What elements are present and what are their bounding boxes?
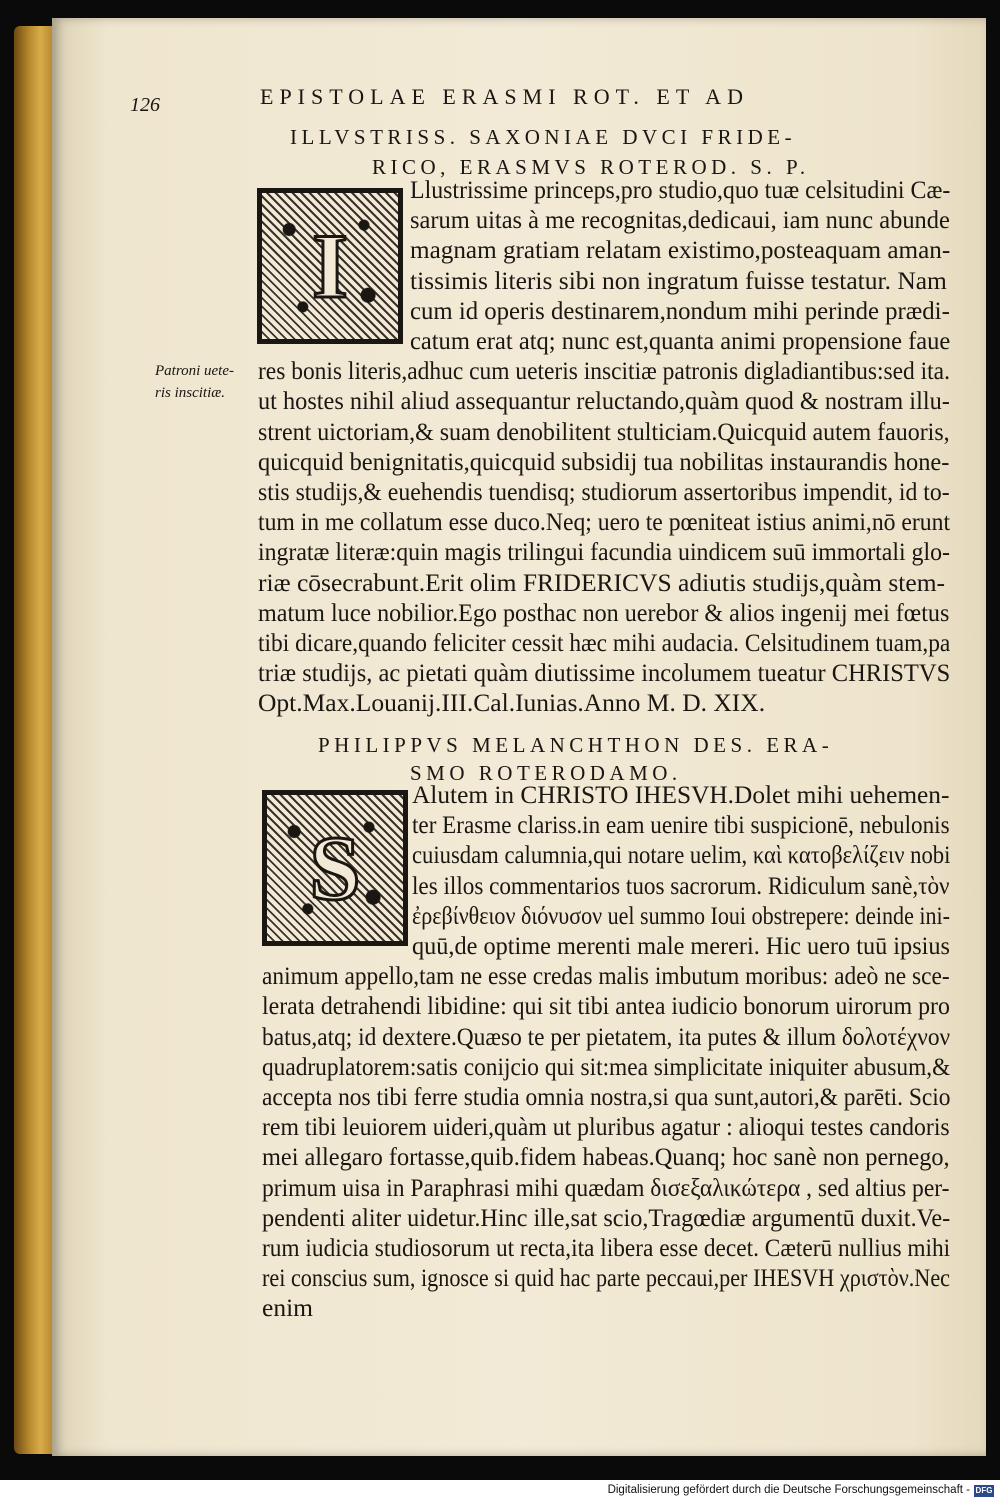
letter1-body-line: sarum uitas à me recognitas,dedicaui, iam nunc abunde <box>410 205 950 235</box>
letter2-body-line: lerata detrahendi libidine: qui sit tibi antea iudicio bonorum uirorum pro <box>262 991 950 1021</box>
letter2-body-line: cuiusdam calumnia,qui notare uelim, καὶ κατοβελίζειν nobi <box>412 840 951 870</box>
letter2-body-line: accepta nos tibi ferre studia omnia nostra,si qua sunt,autori,& parēti. Scio <box>262 1082 951 1111</box>
footer-credit: Digitalisierung gefördert durch die Deutsche Forschungsgemeinschaft - <box>607 1484 970 1496</box>
letter1-body-line: ut hostes nihil aliud assequantur reluctando,quàm quod & nostram illu- <box>258 386 950 416</box>
letter1-body-line: Llustrissime princeps,pro studio,quo tuæ celsitudini Cæ- <box>410 175 951 204</box>
letter2-body-line: enim <box>262 1293 313 1323</box>
letter1-body-line: tissimis literis sibi non ingratum fuisse testatur. Nam <box>410 265 947 295</box>
letter2-body-line: primum uisa in Paraphrasi mihi quædam δισεξαλικώτερα , sed altius per- <box>262 1172 950 1202</box>
letter2-body-line: Alutem in CHRISTO IHESVH.Dolet mihi uehemen- <box>412 780 950 809</box>
letter1-body-line: tibi dicare,quando feliciter cessit hæc mihi audacia. Celsitudinem tuam,pa <box>258 628 951 657</box>
letter1-heading-line2: RICO, ERASMVS ROTEROD. S. P. <box>372 155 810 179</box>
decorated-initial-i <box>257 188 403 344</box>
letter2-body-line: quū,de optime merenti male mereri. Hic uero tuū ipsius <box>412 931 950 960</box>
initial-letter-i: I <box>312 215 348 317</box>
letter2-body-line: rei conscius sum, ignosce si quid hac parte peccaui,per IHESVH χριστὸν.Nec <box>262 1263 951 1293</box>
marginal-note-line2: ris inscitiæ. <box>155 385 226 401</box>
letter2-body-line: ter Erasme clariss.in eam uenire tibi suspicionē, nebulonis <box>412 810 950 840</box>
letter1-body-line: catum erat atq; nunc est,quanta animi propensione faue <box>410 326 951 355</box>
letter2-body-line: quadruplatorem:satis conijcio qui sit:mea simplicitate iniquiter abusum,& <box>262 1051 951 1081</box>
letter2-body-line: mei allegaro fortasse,quib.fidem habeas.Quanq; hoc sanè non pernego, <box>262 1142 950 1172</box>
letter1-body-line: matum luce nobilior.Ego posthac non uerebor & alios ingenij mei fœtus <box>258 597 950 627</box>
dfg-logo: DFG <box>975 1486 993 1495</box>
letter2-body-line: rem tibi leuiorem uideri,quàm ut pluribus agatur : alioqui testes candoris <box>262 1112 950 1142</box>
letter2-body-line: pendenti aliter uidetur.Hinc ille,sat scio,Tragœdiæ argumentū duxit.Ve- <box>262 1202 951 1232</box>
letter1-body-line: cum id operis destinarem,nondum mihi perinde prædi- <box>410 295 950 325</box>
letter2-body-line: batus,atq; id dextere.Quæso te per pietatem, ita putes & illum δολοτέχνον <box>262 1021 951 1051</box>
decorated-initial-s <box>262 790 408 946</box>
marginal-note <box>155 360 234 404</box>
letter1-body-line: Opt.Max.Louanij.III.Cal.Iunias.Anno M. D. XIX. <box>258 688 766 718</box>
running-head: EPISTOLAE ERASMI ROT. ET AD <box>260 84 749 109</box>
letter1-body-line: res bonis literis,adhuc cum ueteris inscitiæ patronis digladiantibus:sed ita. <box>258 356 950 386</box>
marginal-note-line1: Patroni uete- <box>155 363 235 379</box>
letter2-heading-line2: SMO ROTERODAMO. <box>410 761 682 785</box>
letter2-body-line: animum appello,tam ne esse credas malis imbutum moribus: adeò ne sce- <box>262 961 950 991</box>
letter1-body-line: tum in me collatum esse duco.Neq; uero te pœniteat istius animi,nō erunt <box>258 507 951 537</box>
page-number: 126 <box>130 94 160 116</box>
letter1-heading-line1: ILLVSTRISS. SAXONIAE DVCI FRIDE- <box>290 125 797 149</box>
letter1-body-line: stis studijs,& euehendis tuendisq; studiorum assertoribus impendit, id to- <box>258 477 950 506</box>
letter1-body-line: magnam gratiam relatam existimo,posteaquam aman- <box>410 235 951 265</box>
initial-letter-s: S <box>309 817 361 919</box>
letter1-body-line: strent uictoriam,& suam denobilitent stulticiam.Quicquid autem fauoris, <box>258 416 950 446</box>
letter1-body-line: quicquid benignitatis,quicquid subsidij tua nobilitas instaurandis hone- <box>258 446 950 476</box>
letter2-body-line: rum iudicia studiosorum ut recta,ita libera esse decet. Cæterū nullius mihi <box>262 1233 951 1262</box>
letter1-body-line: triæ studijs, ac pietati quàm diutissime incolumem tueatur CHRISTVS <box>258 658 951 688</box>
letter2-body-line: ἐρεβίνθειον διόνυσον uel summo Ioui obstrepere: deinde ini- <box>412 900 951 930</box>
letter1-body-line: ingratæ literæ:quin magis trilingui facundia uindicem suū immortali glo- <box>258 537 950 567</box>
letter1-body-line: riæ cōsecrabunt.Erit olim FRIDERICVS adiutis studijs,quàm stem- <box>258 567 946 597</box>
letter2-body-line: les illos commentarios tuos sacrorum. Ridiculum sanè,τὸν <box>412 870 950 900</box>
letter2-heading-line1: PHILIPPVS MELANCHTHON DES. ERA- <box>318 733 834 757</box>
